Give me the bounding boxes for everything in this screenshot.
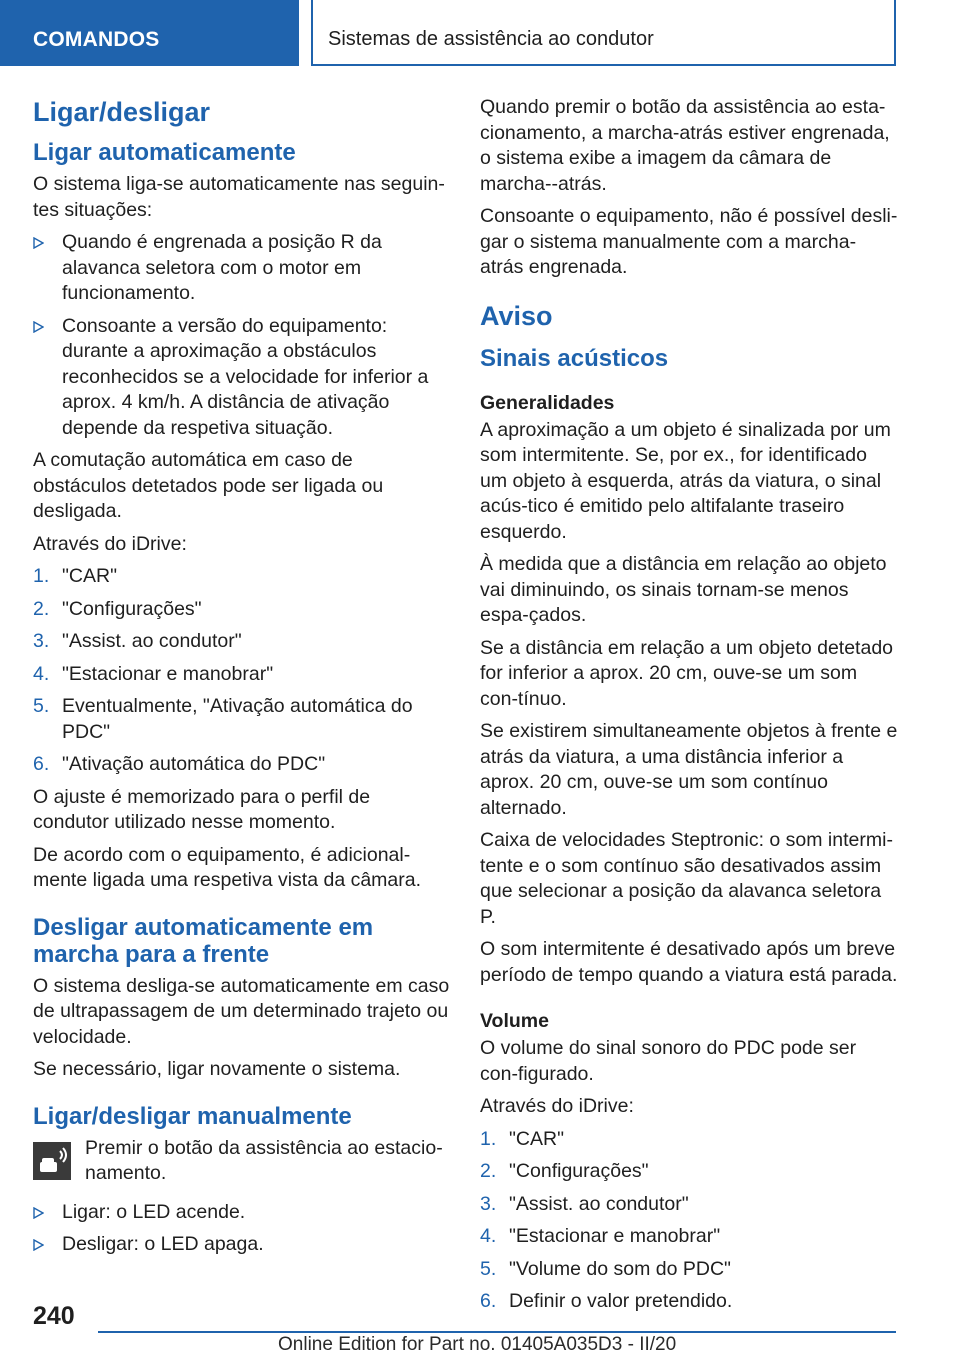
- paragraph: Consoante o equipamento, não é possível desli-gar o sistema manualmente com a marcha-atrás engrenada.: [480, 205, 898, 278]
- list-item-text: "Estacionar e manobrar": [62, 662, 274, 685]
- paragraph: Se necessário, ligar novamente o sistema.: [33, 1058, 401, 1080]
- heading-ligar-desligar-manualmente: Ligar/desligar manualmente: [33, 1102, 352, 1130]
- list-item: [480, 1159, 898, 1185]
- numbered-list: [33, 564, 451, 778]
- numbered-list: [480, 1127, 898, 1315]
- step-number: 2.: [33, 597, 50, 620]
- paragraph: À medida que a distância em relação ao objeto vai diminuindo, os sinais tornam-se menos espa-çados.: [480, 553, 887, 626]
- paragraph: O ajuste é memorizado para o perfil de condutor utilizado nesse momento.: [33, 785, 371, 833]
- list-item-text: Ligar: o LED acende.: [62, 1200, 246, 1223]
- paragraph: Premir o botão da assistência ao estacio-namento.: [85, 1136, 443, 1184]
- footer-divider: [98, 1331, 896, 1333]
- list-item-text: "Configurações": [62, 597, 202, 620]
- list-item-text: Quando é engrenada a posição R da alavanca seletora com o motor em funcionamento.: [62, 231, 382, 304]
- icon-paragraph: [33, 1136, 451, 1190]
- list-item: [33, 1200, 451, 1226]
- paragraph: Quando premir o botão da assistência ao esta-cionamento, a marcha-atrás estiver engrenada, o sistema exibe a imagem da câmara de marcha--atrás.: [480, 96, 890, 195]
- step-number: 2.: [480, 1160, 497, 1182]
- list-item: [33, 752, 451, 778]
- list-item-text: Desligar: o LED apaga.: [62, 1233, 264, 1255]
- page-number: 240: [33, 1302, 75, 1330]
- parking-assistant-icon: [33, 1142, 71, 1180]
- step-number: 4.: [480, 1225, 497, 1247]
- list-item: [33, 694, 451, 745]
- heading-ligar-automaticamente: Ligar automaticamente: [33, 139, 296, 166]
- list-item: [33, 1232, 451, 1258]
- step-number: 3.: [480, 1192, 497, 1215]
- footer-edition: Online Edition for Part no. 01405A035D3 - II/20: [278, 1334, 677, 1355]
- step-number: 5.: [480, 1257, 497, 1280]
- paragraph: O volume do sinal sonoro do PDC pode ser con-figurado.: [480, 1037, 857, 1085]
- paragraph: A comutação automática em caso de obstáculos detetados pode ser ligada ou desligada.: [33, 449, 384, 522]
- list-item-text: "Estacionar e manobrar": [509, 1225, 721, 1247]
- list-item-text: "Configurações": [509, 1160, 649, 1182]
- heading-generalidades: Generalidades: [480, 391, 615, 414]
- list-item: [480, 1257, 898, 1283]
- heading-sinais-acusticos: Sinais acústicos: [480, 344, 669, 372]
- header-section-label: COMANDOS: [33, 28, 160, 51]
- list-item: [480, 1224, 898, 1250]
- list-item: [33, 629, 451, 655]
- step-number: 5.: [33, 695, 50, 717]
- step-number: 3.: [33, 630, 50, 652]
- list-item-text: "Volume do som do PDC": [509, 1257, 731, 1280]
- step-number: 6.: [480, 1290, 497, 1312]
- list-item-text: "Assist. ao condutor": [509, 1192, 689, 1215]
- list-item-text: "Ativação automática do PDC": [62, 753, 326, 775]
- step-number: 6.: [33, 753, 50, 775]
- header-title-box: [311, 0, 896, 66]
- step-number: 1.: [480, 1127, 497, 1150]
- triangle-right-icon: [33, 1239, 44, 1251]
- list-item: [33, 597, 451, 623]
- right-column: [480, 95, 898, 1322]
- header-title: Sistemas de assistência ao condutor: [328, 28, 654, 50]
- step-number: 4.: [33, 662, 50, 685]
- list-item: [480, 1192, 898, 1218]
- list-item-text: "CAR": [62, 565, 118, 587]
- list-item: [33, 564, 451, 590]
- paragraph: Se existirem simultaneamente objetos à frente e atrás da viatura, a uma distância inferior a aprox. 20 cm, ouve-se um som contínuo alternado.: [480, 720, 898, 819]
- paragraph: De acordo com o equipamento, é adicional-mente ligada uma respetiva vista da câmara.: [33, 843, 422, 891]
- heading-ligar-desligar: Ligar/desligar: [33, 97, 211, 127]
- bullet-list: [33, 1200, 451, 1258]
- paragraph: Através do iDrive:: [33, 532, 187, 555]
- paragraph: A aproximação a um objeto é sinalizada por um som intermitente. Se, por ex., for identificado um objeto à esquerda, atrás da viatura, o sinal acús-tico é emitido pelo altifalante traseiro esquerdo.: [480, 418, 891, 543]
- list-item-text: Eventualmente, "Ativação automática do PDC": [62, 695, 413, 743]
- list-item-text: "CAR": [509, 1127, 565, 1150]
- step-number: 1.: [33, 565, 50, 587]
- list-item-text: Consoante a versão do equipamento: durante a aproximação a obstáculos reconhecidos se a velocidade for inferior a aprox. 4 km/h. A distância de ativação depende da respetiva situação.: [62, 314, 429, 439]
- heading-desligar-automaticamente: Desligar automaticamente em marcha para a frente: [33, 913, 374, 968]
- header-section-tab: [0, 0, 299, 66]
- paragraph: O sistema liga-se automaticamente nas seguin-tes situações:: [33, 173, 445, 221]
- paragraph: O som intermitente é desativado após um breve período de tempo quando a viatura está parada.: [480, 938, 898, 986]
- list-item: [33, 662, 451, 688]
- bullet-list: [33, 230, 451, 441]
- triangle-right-icon: [33, 237, 44, 249]
- list-item-text: Definir o valor pretendido.: [509, 1290, 733, 1312]
- paragraph: Caixa de velocidades Steptronic: o som intermi-tente e o som contínuo são desativados assim que selecionar a posição da alavanca seletora P.: [480, 829, 893, 928]
- list-item-text: "Assist. ao condutor": [62, 630, 242, 652]
- paragraph: O sistema desliga-se automaticamente em caso de ultrapassagem de um determinado trajeto ou velocidade.: [33, 974, 450, 1048]
- list-item: [33, 230, 451, 307]
- paragraph: Através do iDrive:: [480, 1095, 634, 1117]
- heading-aviso: Aviso: [480, 300, 553, 331]
- list-item: [480, 1127, 898, 1153]
- triangle-right-icon: [33, 321, 44, 333]
- left-column: [33, 95, 451, 1265]
- heading-volume: Volume: [480, 1010, 549, 1032]
- list-item: [33, 314, 451, 442]
- list-item: [480, 1289, 898, 1315]
- triangle-right-icon: [33, 1207, 44, 1219]
- paragraph: Se a distância em relação a um objeto detetado for inferior a aprox. 20 cm, ouve-se um som con-tínuo.: [480, 636, 894, 710]
